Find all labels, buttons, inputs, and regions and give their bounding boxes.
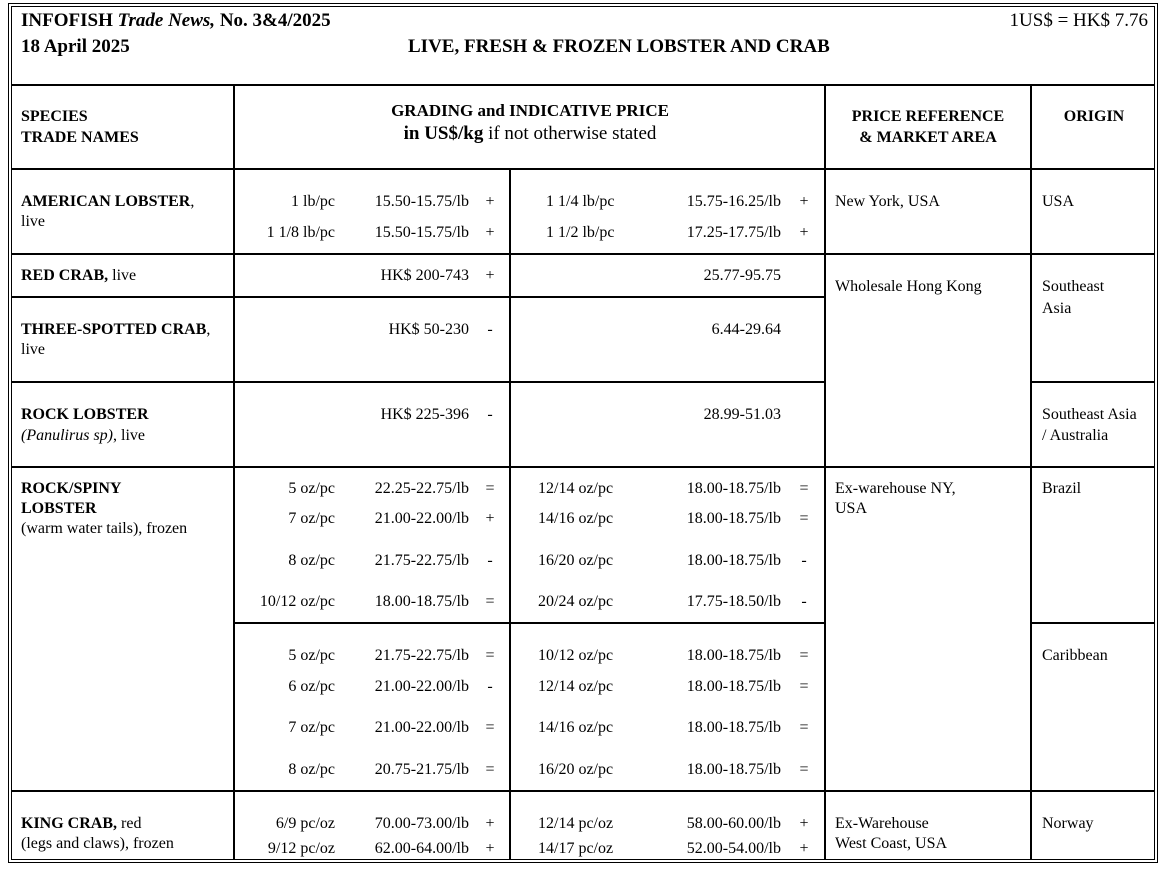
- grade: 7 oz/pc: [288, 510, 335, 527]
- trend: -: [487, 406, 493, 423]
- header-publication: [21, 11, 331, 31]
- price: 15.50-15.75/lb: [374, 224, 469, 241]
- col-header-grading-units: [235, 124, 825, 144]
- grade: 10/12 oz/pc: [538, 647, 614, 664]
- price: 52.00-54.00/lb: [686, 840, 781, 857]
- grade: 14/16 oz/pc: [538, 510, 614, 527]
- grade: 1 1/8 lb/pc: [266, 224, 335, 241]
- price: 22.25-22.75/lb: [374, 480, 469, 497]
- species-name: THREE-SPOTTED CRAB: [21, 321, 207, 338]
- price: 18.00-18.75/lb: [686, 678, 781, 695]
- price: 18.00-18.75/lb: [686, 510, 781, 527]
- price-hkd: HK$ 200-743: [380, 267, 469, 284]
- origin: USA: [1042, 193, 1075, 210]
- price: 17.25-17.75/lb: [686, 224, 781, 241]
- trend: -: [487, 678, 493, 695]
- grade: 9/12 pc/oz: [267, 840, 335, 857]
- exchange-rate: 1US$ = HK$ 7.76: [1009, 10, 1148, 31]
- price: 18.00-18.75/lb: [686, 552, 781, 569]
- trend: =: [485, 761, 495, 778]
- trend: =: [799, 480, 809, 497]
- origin: / Australia: [1042, 427, 1109, 444]
- species-name: AMERICAN LOBSTER: [21, 193, 191, 210]
- trend: =: [799, 510, 809, 527]
- trend: =: [799, 678, 809, 695]
- row-divider: [11, 253, 1155, 255]
- price: 18.00-18.75/lb: [686, 647, 781, 664]
- species-american-lobster: [21, 193, 194, 211]
- trend: -: [487, 321, 493, 338]
- issue-number: No. 3&4/2025: [219, 10, 331, 31]
- col-header-grading: GRADING and INDICATIVE PRICE: [391, 101, 669, 120]
- trend: +: [485, 840, 495, 857]
- trend: +: [485, 267, 495, 284]
- grade: 12/14 oz/pc: [538, 480, 614, 497]
- grade: 1 1/2 lb/pc: [546, 224, 615, 241]
- row-divider: [11, 381, 825, 383]
- origin: Caribbean: [1042, 647, 1108, 664]
- species-sub: live: [21, 341, 45, 358]
- price: 15.50-15.75/lb: [374, 193, 469, 210]
- column-divider: [509, 168, 511, 860]
- grade: 1 lb/pc: [291, 193, 335, 210]
- row-divider: [11, 790, 1155, 792]
- price: 18.00-18.75/lb: [374, 593, 469, 610]
- separator: ,: [206, 321, 211, 338]
- col-header-species: SPECIES: [21, 108, 88, 125]
- species-red-crab: [21, 267, 136, 285]
- origin: Brazil: [1042, 480, 1082, 497]
- col-header-market-2: & MARKET AREA: [859, 129, 997, 146]
- units-text: in US$/kg: [403, 123, 484, 144]
- price-usd: 6.44-29.64: [711, 321, 781, 338]
- trend: =: [485, 719, 495, 736]
- market-area: Ex-Warehouse: [835, 815, 929, 832]
- price: 21.00-22.00/lb: [374, 719, 469, 736]
- grade: 7 oz/pc: [288, 719, 335, 736]
- trend: -: [487, 552, 493, 569]
- row-divider: [11, 466, 1155, 468]
- species-rock-lobster: ROCK LOBSTER: [21, 406, 149, 423]
- price: 21.75-22.75/lb: [374, 552, 469, 569]
- row-divider: [233, 622, 825, 624]
- trend: =: [485, 480, 495, 497]
- market-area: Ex-warehouse NY,: [835, 480, 956, 497]
- species-sub: (legs and claws), frozen: [21, 835, 174, 852]
- market-area: USA: [835, 500, 868, 517]
- price-usd: 28.99-51.03: [703, 406, 781, 423]
- header-divider: [11, 84, 1155, 86]
- price: 17.75-18.50/lb: [686, 593, 781, 610]
- species-sub: [21, 427, 145, 445]
- price: 70.00-73.00/lb: [374, 815, 469, 832]
- species-name-line-2: LOBSTER: [21, 500, 97, 517]
- column-header-divider: [11, 168, 1155, 170]
- market-area: New York, USA: [835, 193, 940, 210]
- price-hkd: HK$ 225-396: [380, 406, 469, 423]
- trend: +: [485, 815, 495, 832]
- trend: +: [485, 510, 495, 527]
- publisher: INFOFISH: [21, 10, 113, 31]
- row-divider: [1031, 381, 1155, 383]
- col-header-trade-names: TRADE NAMES: [21, 129, 139, 146]
- species-name: RED CRAB,: [21, 267, 109, 284]
- grade: 16/20 oz/pc: [538, 552, 614, 569]
- price-hkd: HK$ 50-230: [388, 321, 469, 338]
- species-king-crab: [21, 815, 141, 833]
- trend: +: [799, 193, 809, 210]
- column-divider: [1030, 84, 1032, 860]
- species-sub: red: [121, 815, 142, 832]
- grade: 5 oz/pc: [288, 480, 335, 497]
- grade: 16/20 oz/pc: [538, 761, 614, 778]
- species-name: KING CRAB,: [21, 815, 118, 832]
- origin: Southeast Asia: [1042, 406, 1137, 423]
- trend: =: [485, 647, 495, 664]
- grade: 12/14 oz/pc: [538, 678, 614, 695]
- grade: 8 oz/pc: [288, 761, 335, 778]
- publication-name: Trade News,: [117, 10, 216, 31]
- grade: 6 oz/pc: [288, 678, 335, 695]
- grade: 14/16 oz/pc: [538, 719, 614, 736]
- units-note: if not otherwise stated: [488, 123, 657, 144]
- trend: +: [485, 193, 495, 210]
- row-divider: [11, 296, 825, 298]
- col-header-market-1: PRICE REFERENCE: [851, 108, 1005, 125]
- price: 62.00-64.00/lb: [374, 840, 469, 857]
- grade: 6/9 pc/oz: [275, 815, 335, 832]
- origin: Norway: [1042, 815, 1094, 832]
- trend: +: [799, 224, 809, 241]
- column-divider: [824, 84, 826, 860]
- grade: 14/17 pc/oz: [538, 840, 614, 857]
- row-divider: [1031, 622, 1155, 624]
- price: 21.00-22.00/lb: [374, 678, 469, 695]
- issue-date: 18 April 2025: [21, 36, 130, 57]
- price: 21.75-22.75/lb: [374, 647, 469, 664]
- origin: Southeast: [1042, 278, 1105, 295]
- market-area: West Coast, USA: [835, 835, 948, 852]
- species-state: , live: [113, 427, 145, 444]
- species-sub: live: [112, 267, 137, 284]
- trend: =: [799, 647, 809, 664]
- scientific-name: (Panulirus sp): [21, 427, 113, 444]
- species-sub: live: [21, 213, 45, 230]
- price: 58.00-60.00/lb: [686, 815, 781, 832]
- trend: -: [801, 552, 807, 569]
- trend: +: [799, 840, 809, 857]
- price: 15.75-16.25/lb: [686, 193, 781, 210]
- col-header-origin: ORIGIN: [1063, 108, 1125, 125]
- species-rock-spiny-lobster: ROCK/SPINY: [21, 480, 122, 497]
- price: 18.00-18.75/lb: [686, 761, 781, 778]
- trend: +: [799, 815, 809, 832]
- origin: Asia: [1042, 300, 1072, 317]
- grade: 20/24 oz/pc: [538, 593, 614, 610]
- grade: 8 oz/pc: [288, 552, 335, 569]
- trend: =: [799, 761, 809, 778]
- trend: -: [801, 593, 807, 610]
- trend: +: [485, 224, 495, 241]
- grade: 5 oz/pc: [288, 647, 335, 664]
- grade: 10/12 oz/pc: [259, 593, 335, 610]
- trend: =: [799, 719, 809, 736]
- species-sub: (warm water tails), frozen: [21, 520, 188, 537]
- price: 18.00-18.75/lb: [686, 719, 781, 736]
- grade: 12/14 pc/oz: [538, 815, 614, 832]
- trend: =: [485, 593, 495, 610]
- market-area: Wholesale Hong Kong: [835, 278, 982, 295]
- price: 21.00-22.00/lb: [374, 510, 469, 527]
- grade: 1 1/4 lb/pc: [546, 193, 615, 210]
- species-three-spotted-crab: [21, 321, 210, 339]
- price: 20.75-21.75/lb: [374, 761, 469, 778]
- price-usd: 25.77-95.75: [703, 267, 781, 284]
- price: 18.00-18.75/lb: [686, 480, 781, 497]
- separator: ,: [190, 193, 195, 210]
- page-title: LIVE, FRESH & FROZEN LOBSTER AND CRAB: [408, 36, 830, 57]
